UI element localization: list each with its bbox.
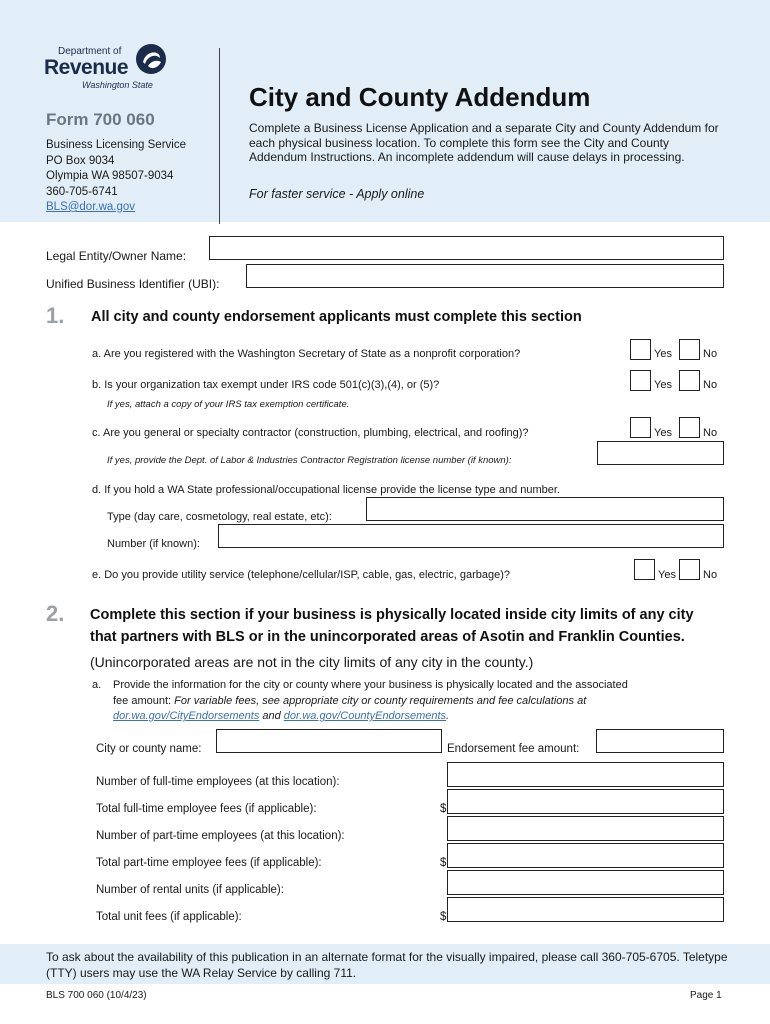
rental-units-input[interactable] (447, 870, 724, 895)
question-d: d. If you hold a WA State professional/occupational license provide the license type and number. (92, 484, 560, 496)
email-link[interactable]: BLS@dor.wa.gov (46, 201, 136, 213)
fee-row-label: Number of rental units (if applicable): (96, 884, 284, 896)
qe-no-label: No (703, 569, 718, 581)
qb-no-checkbox[interactable] (679, 370, 700, 391)
section-2-title-line1: Complete this section if your business is physically located inside city limits of any city (90, 607, 694, 623)
question-c: c. Are you general or specialty contractor (construction, plumbing, electrical, and roofing)? (92, 427, 529, 439)
full-time-fees-input[interactable] (447, 789, 724, 814)
header-divider (219, 48, 220, 224)
qc-yes-checkbox[interactable] (630, 417, 651, 438)
qb-no-label: No (703, 379, 718, 391)
form-number: Form 700 060 (46, 110, 155, 129)
dollar-sign: $ (440, 857, 447, 869)
city-county-name-label: City or county name: (96, 743, 202, 755)
qa-no-checkbox[interactable] (679, 339, 700, 360)
city-county-name-input[interactable] (216, 729, 442, 753)
qc-no-checkbox[interactable] (679, 417, 700, 438)
fee-row-label: Number of full-time employees (at this location): (96, 776, 340, 788)
question-e: e. Do you provide utility service (telephone/cellular/ISP, cable, gas, electric, garbage)? (92, 569, 511, 581)
part-time-count-input[interactable] (447, 816, 724, 841)
form-code: BLS 700 060 (10/4/23) (46, 990, 147, 1001)
section-2-subtitle: (Unincorporated areas are not in the city limits of any city in the county.) (90, 654, 534, 670)
license-type-label: Type (day care, cosmetology, real estate, etc): (107, 511, 332, 523)
qa-yes-checkbox[interactable] (630, 339, 651, 360)
item-a-prefix: a. (92, 679, 102, 691)
qc-no-label: No (703, 427, 718, 439)
item-a-links (113, 710, 449, 722)
qb-yes-label: Yes (654, 379, 672, 391)
section-2-number: 2. (46, 601, 65, 626)
item-a-line2 (113, 695, 586, 707)
qa-no-label: No (703, 348, 718, 360)
intro-text: Complete a Business License Application and a separate City and County Addendum for each physical business location. To complete this form see the City and County Addendum Instructions. An incomplete addendum will cause delays in processing. (249, 121, 719, 164)
item-a-line2-italic: For variable fees, see appropriate city or county requirements and fee calculations at (174, 695, 587, 707)
fee-row-label: Total full-time employee fees (if applicable): (96, 803, 317, 815)
qe-yes-label: Yes (658, 569, 676, 581)
qb-yes-checkbox[interactable] (630, 370, 651, 391)
logo-swirl-icon (134, 42, 168, 76)
contractor-license-input[interactable] (597, 441, 724, 465)
qa-yes-label: Yes (654, 348, 672, 360)
dollar-sign: $ (440, 803, 447, 815)
links-period: . (446, 710, 450, 722)
endorsement-fee-label: Endorsement fee amount: (447, 743, 580, 755)
license-number-input[interactable] (218, 524, 724, 548)
links-and: and (259, 710, 284, 722)
address-line: Olympia WA 98507-9034 (46, 170, 174, 182)
unit-fees-input[interactable] (447, 897, 724, 922)
qe-yes-checkbox[interactable] (634, 559, 655, 580)
item-a-line2-plain: fee amount: (113, 695, 175, 707)
ubi-input[interactable] (246, 264, 724, 288)
logo-state-line: Washington State (82, 80, 153, 90)
question-c-note: If yes, provide the Dept. of Labor & Industries Contractor Registration license number (if known): (107, 455, 512, 466)
logo-dept-line: Department of (58, 46, 122, 57)
item-a-line1: Provide the information for the city or county where your business is physically located and the associated (113, 679, 628, 691)
apply-online-note: For faster service - Apply online (249, 187, 425, 201)
address-line: PO Box 9034 (46, 154, 115, 167)
page-title: City and County Addendum (249, 82, 591, 112)
section-1-title: All city and county endorsement applicants must complete this section (91, 309, 582, 325)
address-block (46, 138, 186, 216)
qc-yes-label: Yes (654, 427, 672, 439)
address-line: 360-705-6741 (46, 185, 118, 198)
question-b: b. Is your organization tax exempt under IRS code 501(c)(3),(4), or (5)? (92, 379, 440, 391)
legal-entity-label: Legal Entity/Owner Name: (46, 249, 187, 263)
ubi-label: Unified Business Identifier (UBI): (46, 277, 220, 291)
question-a: a. Are you registered with the Washington Secretary of State as a nonprofit corporation? (92, 348, 521, 360)
accessibility-note: To ask about the availability of this publication in an alternate format for the visually impaired, please call 360-705-6705. Teletype (TTY) users may use the WA Relay Service by calling 711. (46, 950, 728, 980)
dor-logo (44, 42, 174, 92)
fee-row-label: Total unit fees (if applicable): (96, 911, 242, 923)
address-line: Business Licensing Service (46, 139, 186, 151)
county-endorsements-link[interactable]: dor.wa.gov/CountyEndorsements (283, 710, 447, 722)
license-number-label: Number (if known): (107, 538, 200, 550)
section-2-title-line2: that partners with BLS or in the unincorporated areas of Asotin and Franklin Counties. (90, 629, 685, 645)
part-time-fees-input[interactable] (447, 843, 724, 868)
fee-row-label: Total part-time employee fees (if applicable): (96, 857, 322, 869)
page-number: Page 1 (690, 990, 722, 1001)
dollar-sign: $ (440, 911, 447, 923)
section-1-number: 1. (46, 303, 65, 328)
logo-brand: Revenue (44, 56, 129, 79)
full-time-count-input[interactable] (447, 762, 724, 787)
license-type-input[interactable] (366, 497, 724, 521)
legal-entity-input[interactable] (209, 236, 724, 260)
fee-row-label: Number of part-time employees (at this location): (96, 830, 345, 842)
qe-no-checkbox[interactable] (679, 559, 700, 580)
city-endorsements-link[interactable]: dor.wa.gov/CityEndorsements (113, 710, 260, 722)
endorsement-fee-input[interactable] (596, 729, 724, 753)
question-b-note: If yes, attach a copy of your IRS tax exemption certificate. (107, 399, 350, 410)
